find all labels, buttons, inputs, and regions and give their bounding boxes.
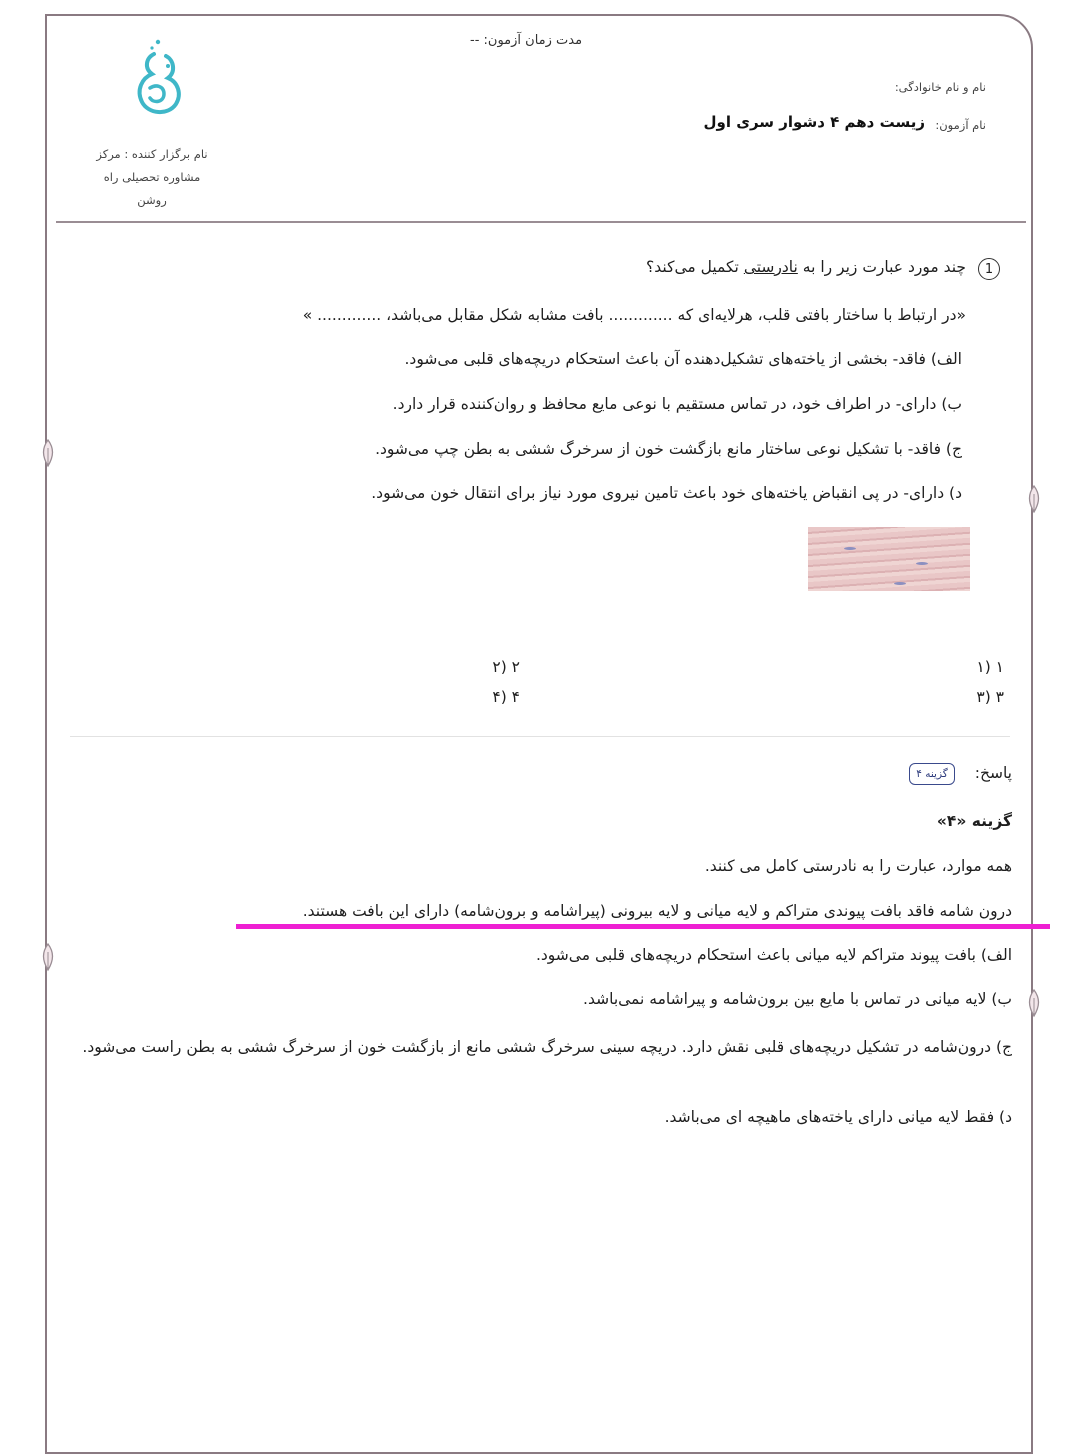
answer-line: ب) لایه میانی در تماس با مایع بین برون‌شامه و پیراشامه نمی‌باشد.: [583, 990, 1012, 1008]
question-item: ج) فاقد- با تشکیل نوعی ساختار مانع بازگشت خون از سرخرگ ششی به بطن چپ می‌شود.: [375, 440, 962, 458]
question-number: 1: [978, 258, 1000, 280]
answer-label: پاسخ:: [974, 764, 1012, 782]
exam-duration: مدت زمان آزمون: --: [470, 33, 583, 48]
highlight-underline: [236, 924, 1050, 929]
answer-badge: گزینه ۴: [909, 763, 955, 785]
question-statement: «در ارتباط با ساختار بافتی قلب، هرلایه‌ای که ............. بافت مشابه شکل مقابل می‌باشد، ............. »: [302, 306, 966, 324]
option-1[interactable]: ۱) ۱: [976, 658, 1004, 676]
nucleus: [894, 582, 906, 585]
logo-icon: [128, 36, 188, 122]
answer-line: الف) بافت پیوند متراکم لایه میانی باعث استحکام دریچه‌های قلبی می‌شود.: [535, 946, 1012, 964]
tissue-image: [808, 527, 970, 591]
stem-after: تکمیل می‌کند؟: [646, 258, 739, 276]
organizer-line: روشن: [137, 193, 167, 207]
ornament-icon: [40, 438, 56, 470]
nucleus: [844, 547, 856, 550]
answer-divider: [70, 736, 1010, 737]
stem-underlined: نادرستی: [743, 258, 798, 276]
answer-line-highlighted: درون شامه فاقد بافت پیوندی متراکم و لایه میانی و لایه بیرونی (پیراشامه و برون‌شامه) دارای این بافت هستند.: [302, 902, 1012, 920]
ornament-icon: [1026, 484, 1042, 516]
option-4[interactable]: ۴) ۴: [492, 688, 520, 706]
option-3[interactable]: ۳) ۳: [976, 688, 1004, 706]
answer-line: ج) درون‌شامه در تشکیل دریچه‌های قلبی نقش دارد. دریچه سینی سرخرگ ششی مانع از بازگشت خون از سرخرگ ششی به بطن راست می‌شود.: [82, 1038, 1012, 1056]
stem-before: چند مورد عبارت زیر را به: [802, 258, 966, 276]
answer-line: همه موارد، عبارت را به نادرستی کامل می کنند.: [704, 857, 1012, 875]
organizer-name: [82, 143, 222, 212]
question-item: د) دارای- در پی انقباض یاخته‌های خود باعث تامین نیروی مورد نیاز برای انتقال خون می‌شود.: [371, 484, 962, 502]
organizer-line: نام برگزار کننده : مرکز: [96, 147, 208, 161]
family-name-label: نام و نام خانوادگی:: [894, 80, 986, 94]
exam-name-label: نام آزمون:: [935, 118, 986, 132]
answer-choice: گزینه «۴»: [936, 812, 1012, 830]
organizer-line: مشاوره تحصیلی راه: [103, 170, 201, 184]
option-2[interactable]: ۲) ۲: [492, 658, 520, 676]
exam-name: زیست دهم ۴ دشوار سری اول: [703, 113, 925, 131]
question-item: الف) فاقد- بخشی از یاخته‌های تشکیل‌دهنده آن باعث استحکام دریچه‌های قلبی می‌شود.: [404, 350, 962, 368]
header-divider: [56, 221, 1026, 223]
question-stem: [646, 258, 966, 276]
ornament-icon: [1026, 988, 1042, 1020]
question-item: ب) دارای- در اطراف خود، در تماس مستقیم با نوعی مایع محافظ و روان‌کننده قرار دارد.: [392, 395, 962, 413]
page-frame: [45, 14, 1033, 1454]
answer-line: د) فقط لایه میانی دارای یاخته‌های ماهیچه ای می‌باشد.: [664, 1108, 1012, 1126]
ornament-icon: [40, 942, 56, 974]
nucleus: [916, 562, 928, 565]
